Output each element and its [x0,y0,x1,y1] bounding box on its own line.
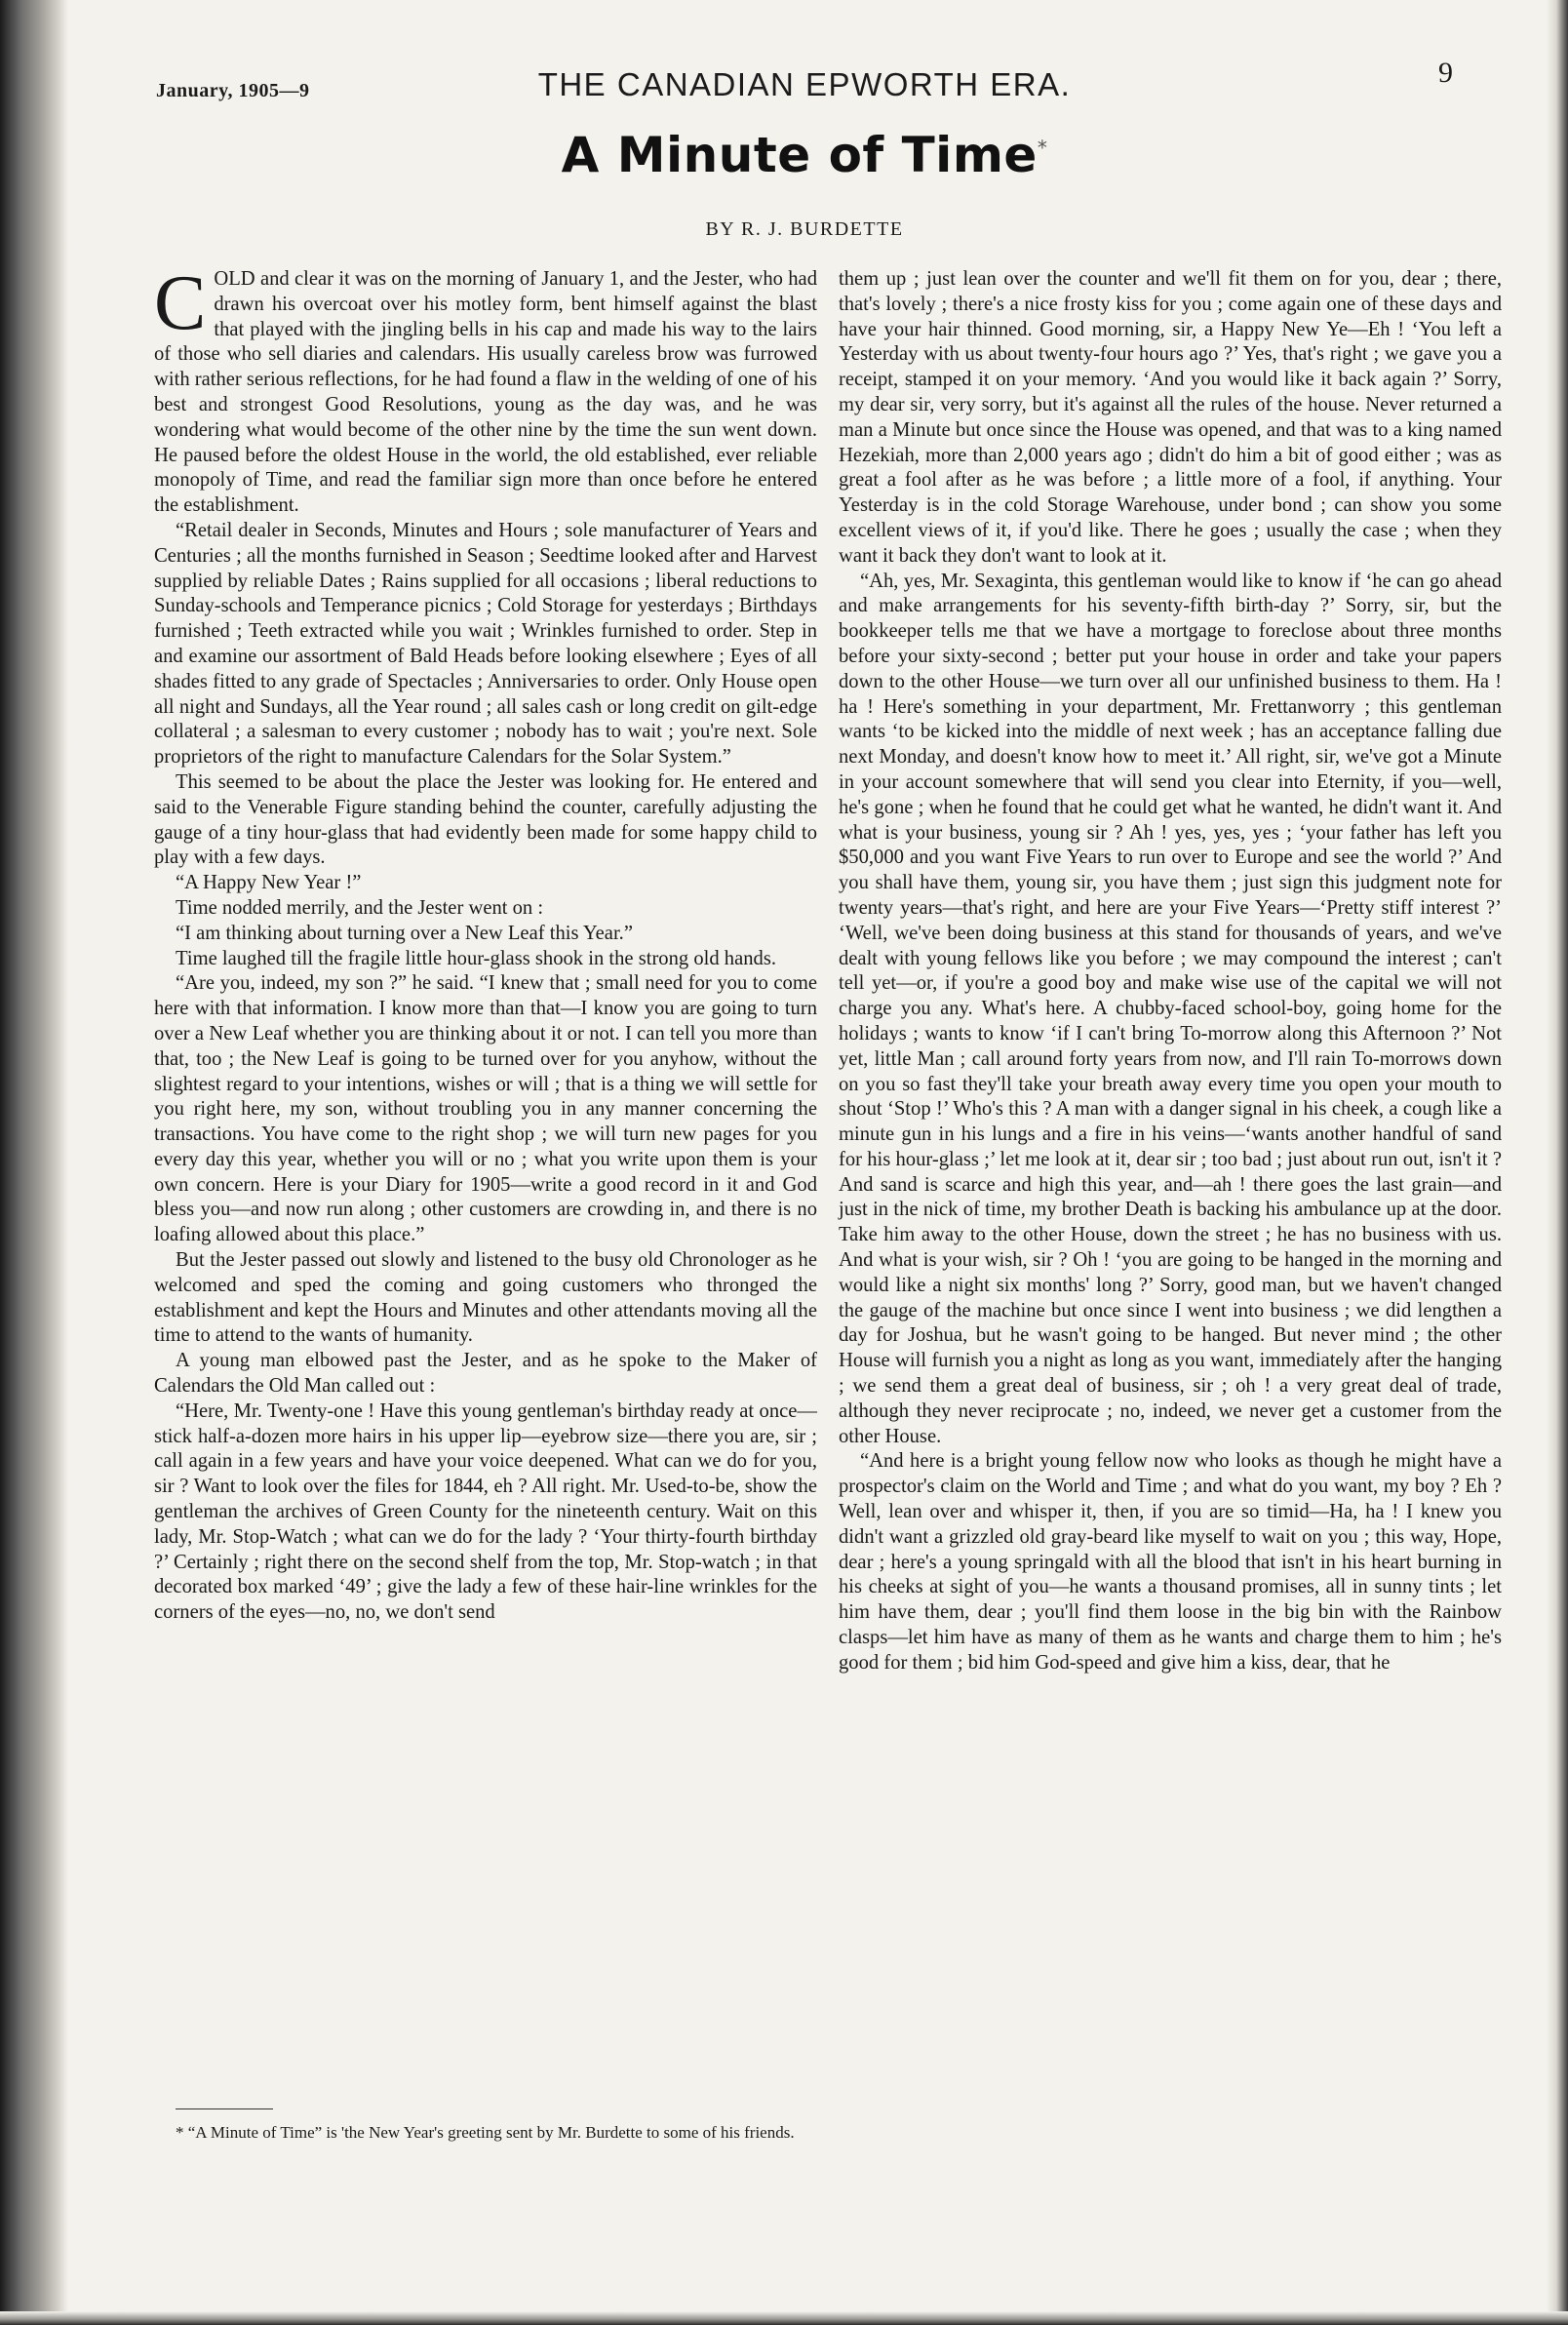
page-number: 9 [1438,57,1453,89]
title-footnote-mark: * [1037,136,1048,160]
paragraph: them up ; just lean over the counter and we'll fit them on for you, dear ; there, that's lovely ; there's a nice frosty kiss for you ; come again one of these days and have your hair thinned. Good morning, sir, a Happy New Ye—Eh ! ‘You left a Yesterday with us about twenty-four hours ago ?’ Yes, that's right ; we gave you a receipt, stamped it on your memory. ‘And you would like it back again ?’ Sorry, my dear sir, very sorry, but it's against all the rules of the house. Never returned a man a Minute but once since the House was opened, and that was to a king named Hezekiah, more than 2,000 years ago ; didn't do him a bit of good either ; was as great a fool after as he was before ; a little more of a fool, if anything. Your Yesterday is in the cold Storage Warehouse, under bond ; can show you some excellent views of it, if you'd like. There he goes ; usually the case ; when they want it back they don't want to look at it. [839,268,1502,567]
paragraph: “Are you, indeed, my son ?” he said. “I knew that ; small need for you to come here with that information. I know more than that—I know you are going to turn over a New Leaf whether you are thinking about it or not. I can tell you more than that, too ; the New Leaf is going to be turned over for you anyhow, without the slightest regard to your intentions, wishes or will ; that is a thing we will settle for you right here, my son, without troubling you in any manner concerning the transactions. You have come to the right shop ; we will turn new pages for you every day this year, whether you will or no ; what you write upon them is your own concern. Here is your Diary for 1905—write a good record in it and God bless you—and now run along ; other customers are crowding in, and there is no loafing allowed about this place.” [154,972,817,1246]
drop-cap: C [154,260,207,346]
paragraph-text: OLD and clear it was on the morning of January 1, and the Jester, who had drawn his overcoat over his motley form, bent himself against the blast that played with the jingling bells in his cap and made his way to the lairs of those who sell diaries and calendars. His usually careless brow was furrowed with rather serious reflections, for he had found a flaw in the welding of one of his best and strongest Good Resolutions, young as the day was, and he was wondering what would become of the other nine by the time the sun went down. He paused before the oldest House in the world, the old established, ever reliable monopoly of Time, and read the familiar sign more than once before he entered the establishment. [154,268,817,517]
paragraph: But the Jester passed out slowly and listened to the busy old Chronologer as he welcomed and sped the coming and going customers who thronged the establishment and kept the Hours and Minutes and other attendants moving all the time to attend to the wants of humanity. [154,1249,817,1347]
paragraph: “And here is a bright young fellow now who looks as though he might have a prospector's claim on the World and Time ; and what do you want, my boy ? Eh ? Well, lean over and whisper it, then, if you are so timid—Ha, ha ! I knew you didn't want a grizzled old gray-beard like myself to wait on you ; this way, Hope, dear ; here's a young springald with all the blood that isn't in his heart burning in his cheeks at sight of you—he wants a thousand promises, all in sunny tints ; let him have them, dear ; you'll find them loose in the big bin with the Rainbow clasps—let him have as many of them as he wants and charge them to him ; he's good for them ; bid him God-speed and give him a kiss, dear, that he [839,1450,1502,1674]
paragraph: “Ah, yes, Mr. Sexaginta, this gentleman would like to know if ‘he can go ahead and make arrangements for his seventy-fifth birth-day ?’ Sorry, sir, but the bookkeeper tells me that we have a mortgage to foreclose about three months before your sixty-second ; better put your house in order and take your papers down to the other House—we turn over all our unfinished business to them. Ha ! ha ! Here's something in your department, Mr. Frettanworry ; this gentleman wants ‘to be kicked into the middle of next week ; has an acceptance falling due next Monday, and doesn't know how to meet it.’ All right, sir, we've got a Minute in your account somewhere that will send you clear into Eternity, if you—well, he's gone ; when he found that he could get what he wanted, he didn't want it. And what is your business, young sir ? Ah ! yes, yes, yes ; ‘your father has left you $50,000 and you want Five Years to run over to Europe and see the world ?’ And you shall have them, young sir, you have them ; just sign this judgment note for twenty years—that's right, and here are your Five Years—‘Pretty stiff interest ?’ ‘Well, we've been doing business at this stand for thousands of years, and we've dealt with young fellows like you before ; we may compound the interest ; can't tell yet—or, if you're a good boy and make wise use of the capital we will not charge you any. What's here. A chubby-faced school-boy, going home for the holidays ; wants to know ‘if I can't bring To-morrow along this Afternoon ?’ Not yet, little Man ; call around forty years from now, and I'll rain To-morrows down on you so fast they'll take your breath away every time you open your mouth to shout ‘Stop !’ Who's this ? A man with a danger signal in his cheek, a cough like a minute gun in his lungs and a fire in his veins—‘wants another handful of sand for his hour-glass ;’ let me look at it, dear sir ; too bad ; just about run out, isn't it ? And sand is scarce and high this year, and—ah ! there goes the last grain—and just in the nick of time, my brother Death is backing his ambulance up at the door. Take him away to the other House, down the street ; he has no business with us. And what is your wish, sir ? Oh ! ‘you are going to be hanged in the morning and would like a night six months' long ?’ Sorry, good man, but we haven't changed the gauge of the machine but once since I went into business ; we did lengthen a day for Joshua, but he wasn't going to be hanged. But never mind ; the other House will furnish you a night as long as you want, immediately after the hanging ; we send them a great deal of business, sir ; oh ! a very great deal of trade, although they never reciprocate ; no, indeed, we never get a customer from the other House. [839,570,1502,1447]
article-column-left [154,260,818,1626]
article-byline: BY R. J. BURDETTE [705,218,904,240]
page-header [156,57,1453,115]
paragraph: Time laughed till the fragile little hour-glass shook in the strong old hands. [176,947,776,969]
paragraph: “I am thinking about turning over a New Leaf this Year.” [176,922,633,944]
footnote-divider [176,2108,273,2109]
page-right-edge [1547,0,1568,2325]
article-title-text: A Minute of Time [561,127,1038,183]
paragraph: A young man elbowed past the Jester, and as he spoke to the Maker of Calendars the Old Man called out : [154,1350,817,1398]
paragraph: This seemed to be about the place the Jester was looking for. He entered and said to the Venerable Figure standing behind the counter, carefully adjusting the gauge of a tiny hour-glass that had evidently been made for some happy child to play with a few days. [154,770,817,869]
paragraph: “Retail dealer in Seconds, Minutes and Hours ; sole manufacturer of Years and Centuries ; all the months furnished in Season ; Seedtime looked after and Harvest supplied by reliable Dates ; Rains supplied for all occasions ; liberal reductions to Sunday-schools and Temperance picnics ; Cold Storage for yesterdays ; Birthdays furnished ; Teeth extracted while you wait ; Wrinkles furnished to order. Step in and examine our assortment of Bald Heads before looking elsewhere ; Eyes of all shades fitted to any grade of Spectacles ; Anniversaries to order. Only House open all night and Sundays, all the Year round ; all sales cash or long credit on gilt-edge collateral ; a salesman to every customer ; nobody has to wait ; you're next. Sole proprietors of the right to manufacture Calendars for the Solar System.” [154,519,818,768]
issue-date: January, 1905—9 [156,80,310,101]
paragraph [154,260,817,519]
article-column-right [839,267,1502,1676]
footnote: * “A Minute of Time” is 'the New Year's greeting sent by Mr. Burdette to some of his friends. [176,2123,795,2142]
journal-name: THE CANADIAN EPWORTH ERA. [537,66,1072,102]
article-title [156,127,1453,183]
paragraph: Time nodded merrily, and the Jester went on : [176,896,544,919]
paragraph: “Here, Mr. Twenty-one ! Have this young gentleman's birthday ready at once—stick half-a-dozen more hairs in his upper lip—eyebrow size—there you are, sir ; call again in a few years and have your voice deepened. What can we do for you, sir ? Want to look over the files for 1844, eh ? All right. Mr. Used-to-be, show the gentleman the archives of Green County for the nineteenth century. Wait on this lady, Mr. Stop-Watch ; what can we do for the lady ? ‘Your thirty-fourth birthday ?’ Certainly ; right there on the second shelf from the top, Mr. Stop-watch ; in that decorated box marked ‘49’ ; give the lady a few of these hair-line wrinkles for the corners of the eyes—no, no, we don't send [154,1399,817,1624]
page-binding-shadow [0,0,68,2325]
paragraph: “A Happy New Year !” [176,872,362,894]
page-bottom-edge [0,2311,1568,2325]
